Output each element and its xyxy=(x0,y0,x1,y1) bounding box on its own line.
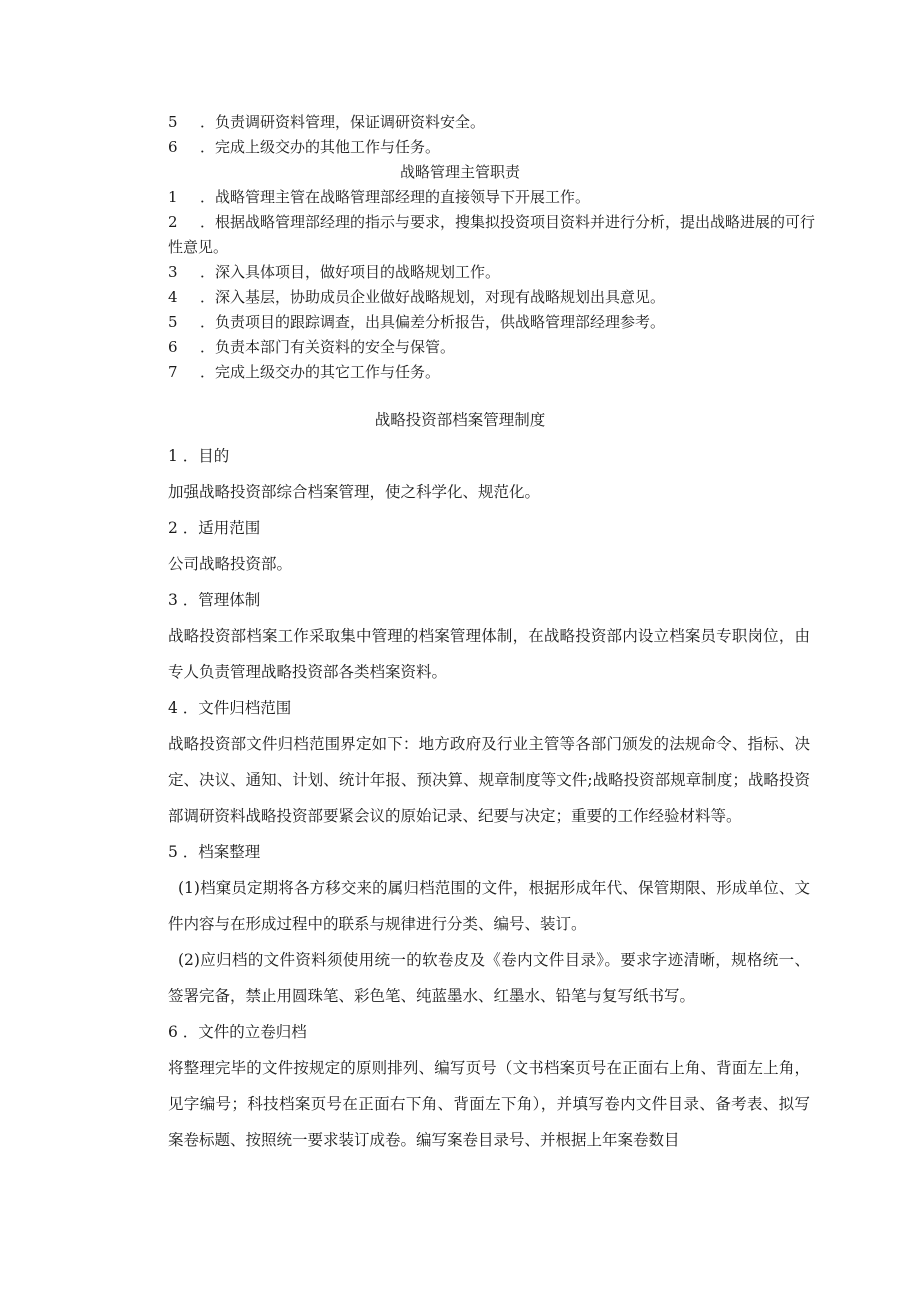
section-title: 战略投资部档案管理制度 xyxy=(374,411,546,429)
archive-block xyxy=(0,402,920,1158)
paragraph: (2)应归档的文件资料须使用统一的软卷皮及《卷内文件目录》。要求字迹清晰，规格统一、签署完备，禁止用圆珠笔、彩色笔、纯蓝墨水、红墨水、铅笔与复写纸书写。 xyxy=(168,951,810,1005)
section-heading: 4 ．文件归档范围 xyxy=(168,699,292,717)
paragraph: 战略投资部档案工作采取集中管理的档案管理体制，在战略投资部内设立档案员专职岗位，由专人负责管理战略投资部各类档案资料。 xyxy=(168,627,810,681)
section-heading: 2 ．适用范围 xyxy=(168,519,261,537)
list-item: 6 ．负责本部门有关资料的安全与保管。 xyxy=(168,338,456,356)
section-heading: 3 ．管理体制 xyxy=(168,591,261,609)
section-heading: 5 ．档案整理 xyxy=(168,843,261,861)
section-heading: 6 ．文件的立卷归档 xyxy=(168,1023,307,1041)
list-item: 1 ．战略管理主管在战略管理部经理的直接领导下开展工作。 xyxy=(168,188,591,206)
paragraph: 公司战略投资部。 xyxy=(168,555,293,573)
section-title: 战略管理主管职责 xyxy=(399,163,520,181)
list-item: 3 ．深入具体项目，做好项目的战略规划工作。 xyxy=(168,263,501,281)
paragraph: 战略投资部文件归档范围界定如下：地方政府及行业主管等各部门颁发的法规命令、指标、决定、决议、通知、计划、统计年报、预决算、规章制度等文件;战略投资部规章制度；战略投资部调研资料战略投资部要紧会议的原始记录、纪要与决定；重要的工作经验材料等。 xyxy=(168,735,810,825)
list-item: 2 ．根据战略管理部经理的指示与要求，搜集拟投资项目资料并进行分析，提出战略进展的可行性意见。 xyxy=(168,213,816,256)
paragraph: (1)档窠员定期将各方移交来的属归档范围的文件，根据形成年代、保管期限、形成单位、文件内容与在形成过程中的联系与规律进行分类、编号、装订。 xyxy=(168,879,810,933)
list-item: 5 ．负责调研资料管理，保证调研资料安全。 xyxy=(168,113,486,131)
list-item: 4 ．深入基层，协助成员企业做好战略规划，对现有战略规划出具意见。 xyxy=(168,288,666,306)
list-item: 5 ．负责项目的跟踪调查，出具偏差分析报告，供战略管理部经理参考。 xyxy=(168,313,666,331)
duties-block xyxy=(0,110,920,385)
list-item: 7 ．完成上级交办的其它工作与任务。 xyxy=(168,363,441,381)
list-item: 6 ．完成上级交办的其他工作与任务。 xyxy=(168,138,441,156)
section-heading: 1 ．目的 xyxy=(168,447,230,465)
paragraph: 将整理完毕的文件按规定的原则排列、编写页号（文书档案页号在正面右上角、背面左上角，见字编号；科技档案页号在正面右下角、背面左下角），并填写卷内文件目录、备考表、拟写案卷标题、按照统一要求装订成卷。编写案卷目录号、并根据上年案卷数目 xyxy=(168,1059,810,1149)
paragraph: 加强战略投资部综合档案管理，使之科学化、规范化。 xyxy=(168,483,541,501)
